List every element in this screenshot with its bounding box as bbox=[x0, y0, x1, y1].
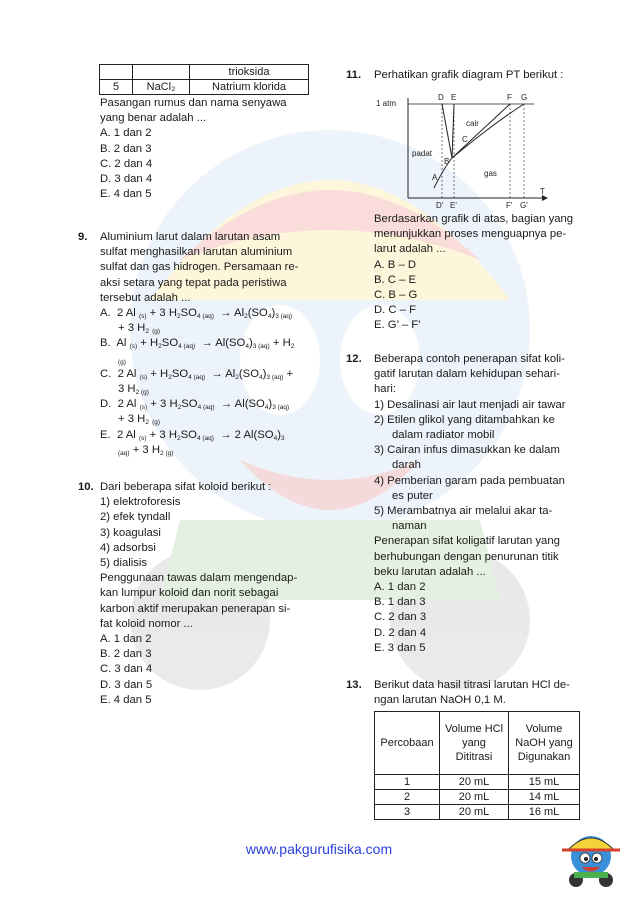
option-b: B. 2 dan 3 bbox=[100, 142, 152, 155]
list-item: 1) elektroforesis bbox=[100, 496, 181, 509]
table-row: 5 NaCl₂ Natrium klorida bbox=[100, 80, 309, 95]
svg-text:E': E' bbox=[450, 201, 457, 210]
option-c: C. 2 dan 3 bbox=[374, 611, 427, 624]
option-d: D. 3 dan 4 bbox=[100, 173, 153, 186]
option-b: B. Al $_{(s)} + H_2SO_{4 (aq)} \to Al(SO_4)_{3 (aq)} + H_2$ bbox=[100, 337, 295, 351]
svg-text:T: T bbox=[540, 187, 545, 196]
list-item: 5) dialisis bbox=[100, 557, 148, 570]
svg-text:F': F' bbox=[506, 201, 513, 210]
option-a: A. B – D bbox=[374, 258, 417, 271]
footer-website: www.pakgurufisika.com bbox=[245, 841, 393, 857]
option-b: B. 2 dan 3 bbox=[100, 648, 152, 661]
question-number: 9. bbox=[78, 231, 88, 243]
list-item: 2) Etilen glikol yang ditambahkan ke bbox=[374, 413, 555, 426]
list-item: 1) Desalinasi air laut menjadi air tawar bbox=[374, 398, 566, 411]
svg-text:padat: padat bbox=[412, 149, 433, 158]
option-e: E. G’ – F’ bbox=[374, 319, 421, 332]
pt-phase-diagram bbox=[374, 88, 554, 210]
question-9: Aluminium larut dalam larutan asam sulfat menghasilkan larutan aluminium sulfat dan gas hidrogen. Persamaan re- aksi setara yang tepat pada peristiwa tersebut adalah ... A. 2 Al $_{(s)}$ + 3 $H_2SO_{4 (aq)} \to Al_2(SO_4)_{3 (aq)}$ + 3 $H_2$ $_{(g)}$ B. Al $_{(s)} + H_2SO_{4 (aq)} \to Al(SO_4)_{3 (aq)} + H_2$ $_{(g)}$ C. 2 Al $_{(s)} + H_2SO_{4 (aq)} \to Al_2(SO_4)_{3 (aq)}$ + 3 $H_{2 (g)}$ D. 2 Al $_{(s)}$ + 3 $H_2SO_{4 (aq)} \to Al(SO_4)_{3 (aq)}$ + 3 $H_2$ $_{(g)}$ E. 2 Al $_{(s)}$ + 3 $H_2SO_{4 (aq)} \to 2$ $Al(SO_4)_3$ $_{(aq)}$ + 3 $H_{2 (g)}$ bbox=[100, 230, 310, 458]
titration-table bbox=[374, 711, 580, 820]
option-e: E. 4 dan 5 bbox=[100, 188, 152, 201]
question-11: Perhatikan grafik diagram PT berikut : bbox=[374, 69, 564, 81]
mascot-logo bbox=[556, 820, 626, 890]
question-12: Beberapa contoh penerapan sifat koli- gatif larutan dalam kehidupan sehari- hari: 1) Desalinasi air laut menjadi air tawar 2) Etilen glikol yang ditambahkan ke dalam radiator mobil 3) Cairan infus dimasukkan ke dalam darah 4) Pemberian garam pada pembuatan es puter 5) Merambatnya air melalui akar ta- naman Penerapan sifat koligatif larutan yang berhubungan dengan penurunan titik beku larutan adalah ... A. 1 dan 2 B. 1 dan 3 C. 2 dan 3 D. 2 dan 4 E. 3 dan 5 bbox=[374, 352, 586, 656]
svg-text:A: A bbox=[432, 173, 438, 182]
option-c: C. 2 dan 4 bbox=[100, 157, 153, 170]
option-b: B. 1 dan 3 bbox=[374, 596, 426, 609]
option-c: C. 2 Al $_{(s)} + H_2SO_{4 (aq)} \to Al_2(SO_4)_{3 (aq)}$ + bbox=[100, 367, 294, 381]
svg-text:E: E bbox=[451, 93, 457, 102]
option-a: A. 1 dan 2 bbox=[100, 633, 152, 646]
question-10: Dari beberapa sifat koloid berikut : 1) elektroforesis 2) efek tyndall 3) koagulasi 4) adsorbsi 5) dialisis Penggunaan tawas dalam mengendap- kan lumpur koloid dan norit sebagai karbon aktif merupakan penerapan si- fat koloid nomor ... A. 1 dan 2 B. 2 dan 3 C. 3 dan 4 D. 3 dan 5 E. 4 dan 5 bbox=[100, 480, 310, 708]
table-row: trioksida bbox=[100, 65, 309, 80]
option-d: D. 3 dan 5 bbox=[100, 678, 153, 691]
list-item: 4) Pemberian garam pada pembuatan bbox=[374, 474, 565, 487]
svg-text:1 atm: 1 atm bbox=[376, 99, 397, 108]
option-e: E. 4 dan 5 bbox=[100, 693, 152, 706]
svg-text:D': D' bbox=[436, 201, 444, 210]
svg-text:F: F bbox=[507, 93, 512, 102]
option-d: D. 2 Al $_{(s)}$ + 3 $H_2SO_{4 (aq)} \to Al(SO_4)_{3 (aq)}$ bbox=[100, 398, 290, 412]
table-header-row: Percobaan Volume HCl yang Dititrasi Volume NaOH yang Digunakan bbox=[375, 712, 580, 775]
table-row: 2 20 mL 14 mL bbox=[375, 790, 580, 805]
option-d: D. C – F bbox=[374, 304, 417, 317]
list-item: 3) Cairan infus dimasukkan ke dalam bbox=[374, 444, 560, 457]
option-d: D. 2 dan 4 bbox=[374, 626, 427, 639]
option-e: E. 2 Al $_{(s)}$ + 3 $H_2SO_{4 (aq)} \to 2$ $Al(SO_4)_3$ bbox=[100, 428, 285, 442]
option-a: A. 2 Al $_{(s)}$ + 3 $H_2SO_{4 (aq)} \to Al_2(SO_4)_{3 (aq)}$ bbox=[100, 307, 293, 321]
svg-text:C: C bbox=[462, 135, 468, 144]
svg-text:gas: gas bbox=[484, 169, 497, 178]
list-item: 5) Merambatnya air melalui akar ta- bbox=[374, 505, 553, 518]
left-column bbox=[78, 64, 310, 202]
table-row: 1 20 mL 15 mL bbox=[375, 775, 580, 790]
question-number: 13. bbox=[346, 679, 362, 691]
question-number: 10. bbox=[78, 481, 94, 493]
svg-text:cair: cair bbox=[466, 119, 479, 128]
list-item: 3) koagulasi bbox=[100, 526, 161, 539]
svg-text:B: B bbox=[444, 157, 450, 166]
list-item: 2) efek tyndall bbox=[100, 511, 171, 524]
svg-text:G: G bbox=[521, 93, 528, 102]
q8-text: Pasangan rumus dan nama senyawa bbox=[100, 97, 287, 109]
table-row: 3 20 mL 16 mL bbox=[375, 805, 580, 820]
svg-text:G': G' bbox=[520, 201, 528, 210]
option-c: C. B – G bbox=[374, 289, 418, 302]
q8-text: yang benar adalah ... bbox=[100, 112, 207, 125]
option-b: B. C – E bbox=[374, 273, 417, 286]
list-item: 4) adsorbsi bbox=[100, 541, 156, 554]
option-c: C. 3 dan 4 bbox=[100, 663, 153, 676]
question-13: Berikut data hasil titrasi larutan HCl de- ngan larutan NaOH 0,1 M. Percobaan Volume HCl yang Dititrasi Volume NaOH yang Digunakan 1 20 mL 15 mL 2 20 mL 14 mL 3 20 mL 16 mL bbox=[374, 678, 586, 820]
question-number: 11. bbox=[346, 69, 362, 81]
question-11-cont: Berdasarkan grafik di atas, bagian yang menunjukkan proses menguapnya pe- larut adalah ... A. B – D B. C – E C. B – G D. C – F E. G’ – F’ bbox=[374, 212, 586, 334]
question-number: 12. bbox=[346, 353, 362, 365]
compound-table bbox=[99, 64, 309, 95]
option-a: A. 1 dan 2 bbox=[374, 581, 426, 594]
svg-text:D: D bbox=[438, 93, 444, 102]
option-a: A. 1 dan 2 bbox=[100, 127, 152, 140]
option-e: E. 3 dan 5 bbox=[374, 641, 426, 654]
